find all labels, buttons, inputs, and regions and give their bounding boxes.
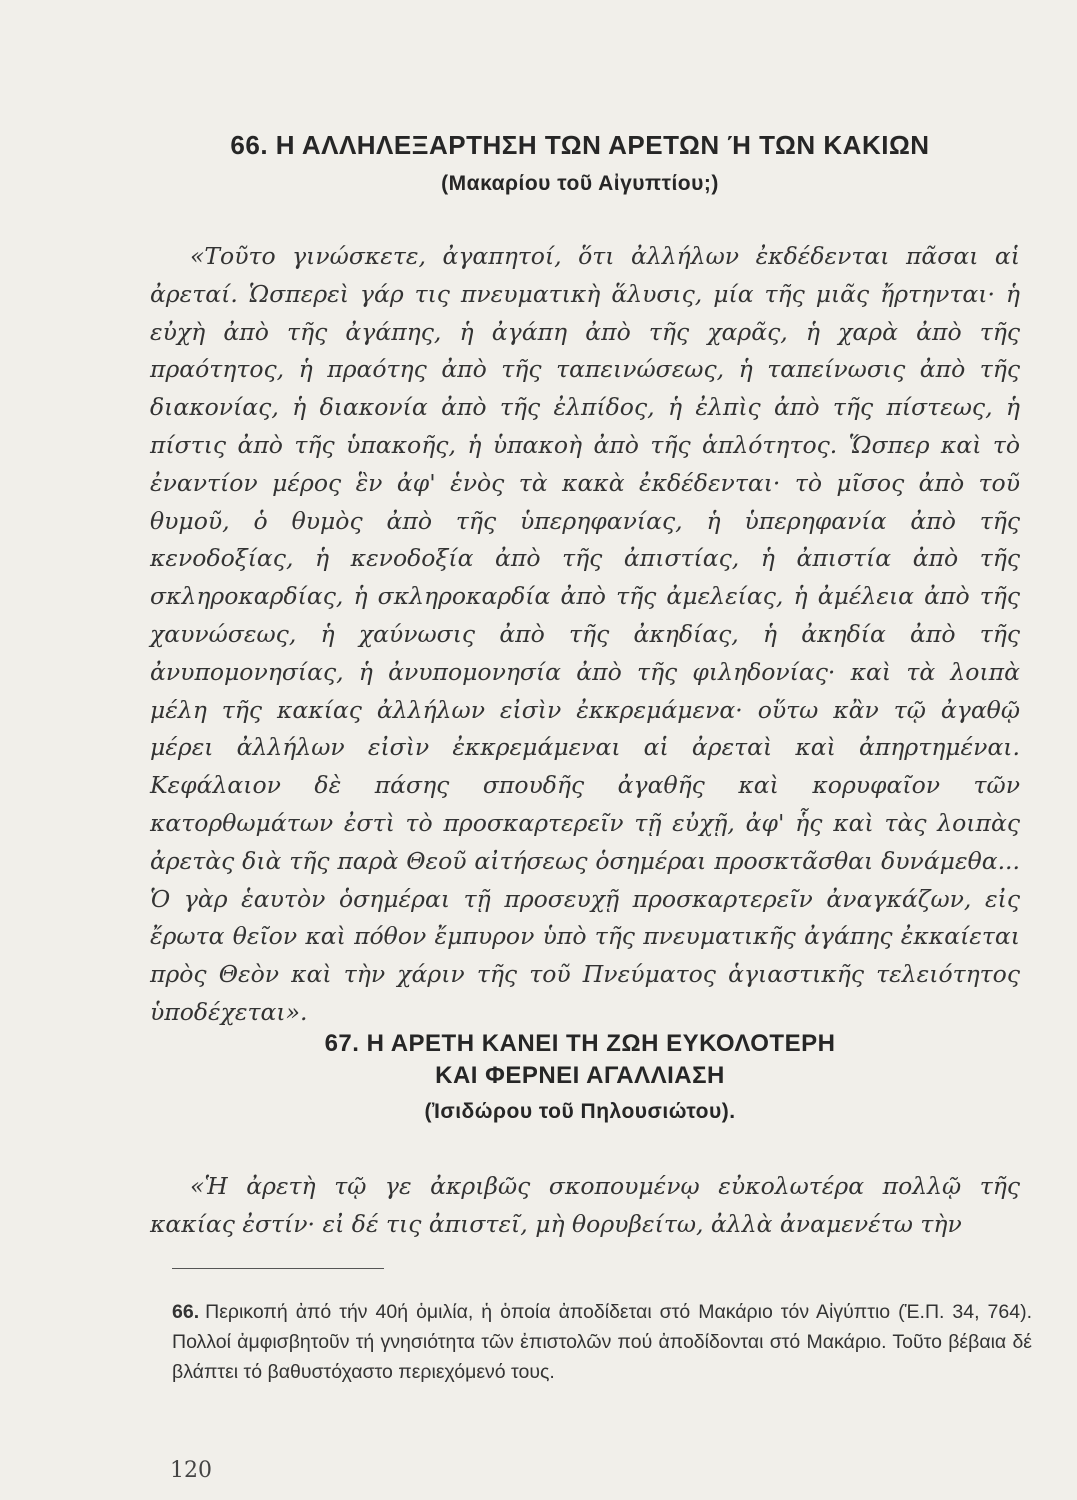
section-66-quote: «Τοῦτο γινώσκετε, ἀγαπητοί, ὅτι ἀλλήλων ἐκδέδενται πᾶσαι αἱ ἀρεταί. Ὡσπερεὶ γάρ τις πνευματικὴ ἅλυσις, μία τῆς μιᾶς ἤρτηνται· ἡ εὐχὴ ἀπὸ τῆς ἀγάπης, ἡ ἀγάπη ἀπὸ τῆς χαρᾶς, ἡ χαρὰ ἀπὸ τῆς πραότητος, ἡ πραότης ἀπὸ τῆς ταπεινώσεως, ἡ ταπείνωσις ἀπὸ τῆς διακονίας, ἡ διακονία ἀπὸ τῆς ἐλπίδος, ἡ ἐλπὶς ἀπὸ τῆς πίστεως, ἡ πίστις ἀπὸ τῆς ὑπακοῆς, ἡ ὑπακοὴ ἀπὸ τῆς ἁπλότητος. Ὥσπερ καὶ τὸ ἐναντίον μέρος ἓν ἀφ' ἑνὸς τὰ κακὰ ἐκδέδενται· τὸ μῖσος ἀπὸ τοῦ θυμοῦ, ὁ θυμὸς ἀπὸ τῆς ὑπερηφανίας, ἡ ὑπερηφανία ἀπὸ τῆς κενοδοξίας, ἡ κενοδοξία ἀπὸ τῆς ἀπιστίας, ἡ ἀπιστία ἀπὸ τῆς σκληροκαρδίας, ἡ σκληροκαρδία ἀπὸ τῆς ἀμελείας, ἡ ἀμέλεια ἀπὸ τῆς χαυνώσεως, ἡ χαύνωσις ἀπὸ τῆς ἀκηδίας, ἡ ἀκηδία ἀπὸ τῆς ἀνυπομονησίας, ἡ ἀνυπομονησία ἀπὸ τῆς φιληδονίας· καὶ τὰ λοιπὰ μέλη τῆς κακίας ἀλλήλων εἰσὶν ἐκκρεμάμενα· οὕτω κἂν τῷ ἀγαθῷ μέρει ἀλλήλων εἰσὶν ἐκκρεμάμεναι αἱ ἀρεταὶ καὶ ἀπηρτημέναι. Κεφάλαιον δὲ πάσης σπουδῆς ἀγαθῆς καὶ κορυφαῖον τῶν κατορθωμάτων ἐστὶ τὸ προσκαρτερεῖν τῇ εὐχῇ, ἀφ' ἧς καὶ τὰς λοιπὰς ἀρετὰς διὰ τῆς παρὰ Θεοῦ αἰτήσεως ὁσημέραι προσκτᾶσθαι δυνάμεθα... Ὁ γὰρ ἑαυτὸν ὁσημέραι τῇ προσευχῇ προσκαρτερεῖν ἀναγκάζων, εἰς ἔρωτα θεῖον καὶ πόθον ἔμπυρον ὑπὸ τῆς πνευματικῆς ἀγάπης ἐκκαίεται πρὸς Θεὸν καὶ τὴν χάριν τῆς τοῦ Πνεύματος ἁγιαστικῆς τελειότητος ὑποδέχεται». [150,242,1020,1026]
section-66-subtitle: (Μακαρίου τοῦ Αἰγυπτίου;) [441,172,719,195]
section-67-subtitle: (Ἰσιδώρου τοῦ Πηλουσιώτου). [424,1100,736,1123]
section-67-title-line1: 67. Η ΑΡΕΤΗ ΚΑΝΕΙ ΤΗ ΖΩΗ ΕΥΚΟΛΟΤΕΡΗ [324,1030,836,1057]
footnote [172,1297,1032,1387]
section-67-title-line2: ΚΑΙ ΦΕΡΝΕΙ ΑΓΑΛΛΙΑΣΗ [435,1062,725,1089]
footnote-text: Περικοπή ἀπό τήν 40ή ὁμιλία, ἡ ὁποία ἀποδίδεται στό Μακάριο τόν Αἰγύπτιο (Ἑ.Π. 34, 764). Πολλοί ἀμφισβητοῦν τή γνησιότητα τῶν ἐπιστολῶν πού ἀποδίδονται στό Μακάριο. Τοῦτο βέβαια δέ βλάπτει τό βαθυστόχαστο περιεχόμενό τους. [172,1301,1032,1383]
footnote-divider [172,1268,384,1269]
section-66-title: 66. Η ΑΛΛΗΛΕΞΑΡΤΗΣΗ ΤΩΝ ΑΡΕΤΩΝ Ή ΤΩΝ ΚΑΚΙΩΝ [230,130,930,160]
footnote-number: 66. [172,1301,200,1323]
page-number: 120 [170,1458,212,1483]
section-67-quote: «Ἡ ἀρετὴ τῷ γε ἀκριβῶς σκοπουμένῳ εὐκολωτέρα πολλῷ τῆς κακίας ἐστίν· εἰ δέ τις ἀπιστεῖ, μὴ θορυβείτω, ἀλλὰ ἀναμενέτω τὴν [150,1172,1020,1238]
